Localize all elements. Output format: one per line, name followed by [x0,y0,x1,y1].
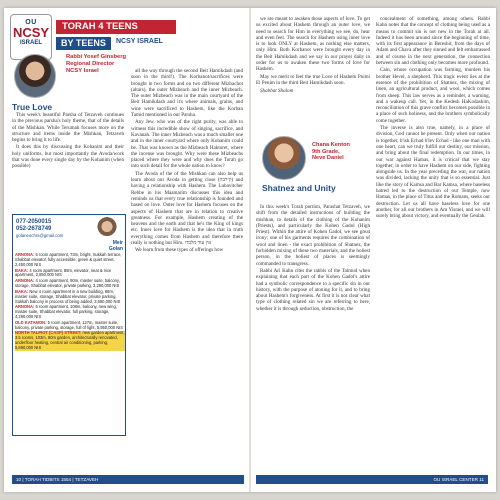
author-photo-1 [14,54,56,98]
paragraph: Rabbi Ari Kahn cites the rabbis of the Talmud when explaining that each part of the Kohen Gadol's attire had a symbolic correspondence to a specific sin in our history, with the purpose of atoning for it, and to bring about Hashem's forgiveness. At first it is not clear what type of clothing related sin we are referring to here, whether it is through seduction, obstruction, the [256,267,370,312]
article1-column-2 [131,68,243,468]
footer-left: 10 | TORAH TIDBITS 1554 | TETZAVEH [12,475,244,484]
listing-text: 5 room apartment, 73m, bright, Sukkah terrace, Shabbat elevator, fully accessible, green & quiet street, 2,450,000 NIS [15,252,122,267]
listing-text: 4 room apartment, 88m, elevator, neat & nice apartment, 2,850,000 NIS [15,267,112,278]
listing-text: 4 room apartment, 90m, master suite, balcony, storage, Shabbat elevator, private parking, 3,290,000 NIS [15,278,120,289]
section-org: NCSY ISRAEL [116,38,163,45]
listing-item [15,321,125,331]
paragraph: The inverse is also true, namely, in a place of division, God cannot be present. Only when our nation is together, b'ish Echad b'lev Echad - like one man with one heart, can we truly fulfill our destiny, our mission, and bring about the final redemption. In our times, in our war against Hamas, it is critical that we stay together, in order to have Hashem on our side, fighting alongside us. In the year preceding the war, our nation was divided, lacking the unity that is so essential. Just like the story of Kamsa and Bar Kamsa, where baseless hatred led to the destruction of our Temple, now Hamas, in the place of Titus and the Romans, seeks our destruction. Let us all have baseless love for one another, for all our brothers in Am Yisrael, and we will surely bring about victory, and eventually the Geulah. [376,125,490,220]
listing-text: New 4 room apartment in a new building, 88m, master suite, storage, Shabbat elevator, private parking, Sukkah balcony in process of being added, 3,690,000 NIS [15,288,121,304]
listing-item [15,253,125,268]
author-role: Regional Director [66,61,115,67]
listing-place: OLD KATAMON: [15,319,47,325]
page-spine [249,8,251,492]
paragraph: The Avoda of the of the Mishkan can also help us learn about our Avoda in getting close (קירבה) and having a relationship with Hashem. The Lubavitcher Rebbe in his Maamarim discusses this idea and reminds us that every true relationship is founded and based on love. Outer love for Hashem focuses on the aspects of Hashem that are in relation to creative greatness. For example, Hashem creating of the heavens and the earth and that he's the King of kings etc. Inner love for Hashem is the idea that in truth everything comes from Hashem and therefore there really is nothing but Him. אין עוד מלבדו [131,170,243,247]
ad-phone-1: 077-2050015 [16,219,52,225]
author-org: NCSY Israel [66,68,99,74]
author-name: Chana Kenton [312,142,350,148]
author-school: Neve Daniel [312,155,344,162]
article2-column-2 [376,16,490,468]
paragraph: May we merit to feel the true Love of Hashem Pnimi El Penim in the third Beit Hamikdash soon. [256,73,370,86]
paragraph: It does this by discussing the Kohanim and their holy uniforms, but most importantly the Avoda/work that was done every single day by the Kohanim (when possible) [12,144,124,170]
paragraph: In this week's Torah portion, Parashat Tetzaveh, we shift from the detailed instructions of building the mishkan, to details of the clothing of the Kohanim (Priests), and particularly the Kohen Gadol (High Priest). Within the attire of Kohen Gadol, we see great irony; one of his garments requires the combination of wool and linen - the exact prohibition of Shatnez, the forbidden mixing of these two materials, and the holiest person, in the holiest of places is seemingly commanded to transgress. [256,204,370,267]
listing-place: ARNONA: [15,252,35,257]
paragraph: all the way through the second Beit Hamikdash (and soon in the third!). The Korbanot/sacrifices were brought in two forms and on two different Mizbachot (altars), the outer Mizbeach and the inner Mizbeach. The outer Mizbeach was in the main courtyard of the Beit Hamikdash and it's where animals, grains, and wine were sacrificed to Hashem, like the Korban Tamid mentioned in our Parsha. [131,68,243,119]
ad-email: golaneochrs@gmail.com [16,233,64,238]
agent-photo [92,217,122,241]
listing-place: ARNONA: [15,278,35,284]
listing-item-highlighted [15,331,125,351]
article1-column-3 [256,16,370,134]
listing-place: BAKA: [15,267,29,273]
real-estate-ad [12,214,126,436]
magazine-spread [4,8,496,492]
logo-bottom-text: ISRAEL [19,40,42,46]
sign-off: Shabbat Shalom [260,88,294,95]
listing-place: ARNONA: [15,304,35,310]
listing-text: 5 room apartment, 127m, master suite, balcony, private parking, storage, full of light, 5,950,000 NIS [15,319,124,330]
listing-text: 5 room apartment, 108m, balcony, new wing, master suite, Shabbat elevator, full parking, storage, 4,290,000 NIS [15,304,117,320]
paragraph: concealment of something, among others. Rabbi Kahn notes that the concept of clothing being used as a means to commit sin is not new in the Torah at all. Indeed it has been around since the beginning of time, with its first appearance in Bereshit, from the days of Adam and Chava after they sinned and felt embarrassed and of course in the next generation, the connection between sin and clothing only becomes more profound. [376,16,490,67]
logo-top-text: OU [25,19,37,26]
author-name: Rabbi Yosef Ginsberg [66,54,127,60]
ncsy-logo [10,14,52,60]
article1-column-1 [12,112,124,210]
author-byline-2 [312,142,372,162]
paragraph: We learn from these types of offerings how [135,247,224,254]
agent-name [109,241,123,252]
author-grade: 9th Grade, [312,148,340,155]
ad-phones [16,219,51,232]
paragraph: Cain, whose occupation was farming, murders his brother Hevel, a shepherd. This tragic event lies at the essence of the prohibition of Shatnez, the mixing of linen, an agricultural product, and wool, which comes from sheep. This law serves as a reminder, a warning, and a wakeup call. Yet, in the Kedesh HaKodashim, reconciliation of this grave conflict becomes possible in a place of such holiness, and the brothers symbolically come together. [376,67,490,124]
ad-listings [15,253,125,352]
author-byline-1 [66,54,136,75]
author-photo-2 [262,136,306,180]
article-title-1: True Love [12,102,53,112]
listing-item [15,290,125,305]
listing-item [15,305,125,320]
paragraph: we are meant to awaken those aspects of love. To get us excited about Hashem through an outer love, we need to search for Him in everything we see, do, hear and even feel. The search for Hashem using inner love is to look ONLY at Hashem, as nothing else matters, only Him. Both Korbanot were brought every day in the Beit Hamikdash and we say in our prayer daily in order for us to awaken these two forms of love for Hashem. [256,16,370,73]
article2-column-1 [256,204,370,466]
listing-place: BAKA: [15,288,29,294]
article-title-2: Shatnez and Unity [262,183,336,193]
paragraph: Any Jew, who was of the right purity, was able to witness this incredible show of singing, sacrifice, and Kavanah. The inner Mizbeach was a much smaller one and in the inner courtyard where only Kohanim could be. That was known as the Mizbeach Haktoret, where the incense was brought. Why were these Mizbeachs placed where they were and why does the Torah go into such detail for the whole nation to know? [131,119,243,170]
agent-first-name: Meir [112,240,123,246]
paragraph: This week's beautiful Parsha of Tetzaveh continues in the previous parsha's holy theme, that of the details of the Mishkan. While Terumah focuses more on the structure and items inside the Mishkan, Tetzaveh begins to bring it to life. [12,112,124,144]
listing-place: NORTH TALPIOT (CASP) STREET: [15,330,82,336]
ad-phone-2: 052-2678749 [16,225,52,232]
listing-item [15,279,125,289]
listing-item [15,269,125,279]
logo-main-text: NCSY [12,25,50,40]
section-subtitle-badge: BY TEENS [56,37,111,50]
footer-right: OU ISRAEL CENTER 11 [256,475,488,484]
listing-text: new garden apartment, 3.5 rooms, 103m, 80m garden, architecturally renovated, underfloor heating, central air conditioning, parking, 5,890,000 NIS [15,330,125,351]
agent-last-name: Golan [108,245,123,252]
section-title: TORAH 4 TEENS [56,20,176,34]
